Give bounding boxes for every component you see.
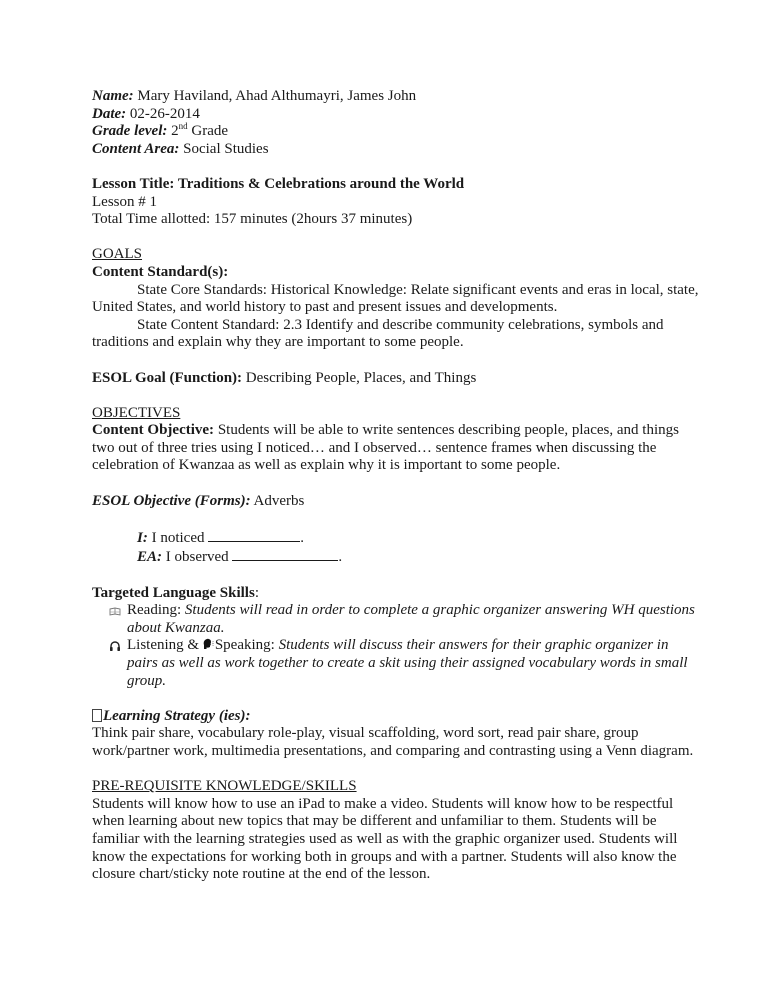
grade-label: Grade level:	[92, 123, 168, 140]
spacer	[92, 761, 702, 779]
content-standards-label: Content Standard(s):	[92, 263, 229, 280]
name-line	[92, 88, 702, 106]
frame-end: .	[338, 549, 343, 566]
content-objective	[92, 422, 702, 475]
skill-name: Reading:	[127, 602, 182, 619]
content-area-value: Social Studies	[179, 140, 269, 157]
targeted-skills-label: Targeted Language Skills	[92, 584, 255, 601]
frame-text: I observed	[162, 549, 233, 566]
frame-text: I noticed	[147, 529, 209, 546]
sentence-frame-ea	[92, 547, 702, 567]
frame-label: EA:	[137, 549, 163, 566]
date-value: 02-26-2014	[126, 105, 200, 122]
name-label: Name:	[92, 88, 134, 104]
checkbox-icon	[92, 709, 102, 722]
learning-strategy-text: Think pair share, vocabulary role-play, visual scaffolding, word sort, read pair share, group work/partner work, multimedia presentations, and comparing and contrasting using a Venn diagram.	[92, 725, 694, 759]
lesson-number: Lesson # 1	[92, 193, 157, 210]
skill-name: Listening &	[127, 637, 203, 654]
fill-in-blank	[208, 528, 300, 542]
targeted-skills-list	[92, 602, 702, 690]
content-area-label: Content Area:	[92, 140, 180, 157]
skill-item-reading	[127, 602, 702, 637]
speaking-head-icon	[203, 638, 214, 650]
spacer	[92, 567, 702, 585]
esol-objective-value: Adverbs	[250, 492, 305, 509]
lesson-title-line	[92, 176, 702, 194]
prerequisites-text: Students will know how to use an iPad to make a video. Students will know how to be respectful when learning about new topics that may be different and unfamiliar to them. Students will be familiar with the learning strategies used as well as with the graphic organizer used. Students will know the expectations for working both in groups and with a partner. Students will also know the closure chart/sticky note routine at the end of the lesson.	[92, 795, 678, 883]
fill-in-blank	[232, 547, 338, 561]
skill-item-listening-speaking	[127, 637, 702, 690]
learning-strategy-label-line	[92, 708, 702, 726]
targeted-skills-label-line	[92, 585, 702, 603]
spacer	[92, 229, 702, 247]
standard-core: State Core Standards: Historical Knowledge: Relate significant events and eras in local, state, United States, and world history to past and present issues and developments.	[92, 281, 699, 316]
lesson-title-label: Lesson Title:	[92, 175, 175, 192]
standard-content: State Content Standard: 2.3 Identify and describe community celebrations, symbols and traditions and explain why they are important to some people.	[92, 316, 664, 351]
spacer	[92, 387, 702, 405]
spacer	[92, 352, 702, 370]
lesson-title-value: Traditions & Celebrations around the World	[174, 175, 465, 192]
headphones-icon	[109, 640, 121, 652]
sentence-frame-i	[92, 528, 702, 548]
esol-goal-line	[92, 370, 702, 388]
esol-goal-value: Describing People, Places, and Things	[242, 369, 477, 386]
goals-heading: GOALS	[92, 246, 143, 263]
spacer	[92, 475, 702, 493]
content-objective-value: Students will be able to write sentences describing people, places, and things two out of three tries using I noticed… and I observed… sentence frames when discussing the celebration of Kwanzaa as well as explain why it is important to some people.	[92, 422, 679, 474]
esol-goal-label: ESOL Goal (Function):	[92, 369, 243, 386]
learning-strategy-label: Learning Strategy (ies):	[103, 707, 251, 724]
content-objective-label: Content Objective:	[92, 422, 215, 439]
frame-label: I:	[137, 529, 148, 546]
targeted-skills-colon: :	[254, 584, 259, 601]
objectives-heading: OBJECTIVES	[92, 404, 181, 421]
skill-description: Students will read in order to complete a graphic organizer answering WH questions about Kwanzaa.	[127, 602, 695, 636]
prerequisites-heading: PRE-REQUISITE KNOWLEDGE/SKILLS	[92, 778, 357, 795]
frame-end: .	[300, 529, 304, 546]
skill-name-2: Speaking:	[214, 637, 275, 654]
grade-suffix: nd	[178, 121, 188, 132]
spacer	[92, 510, 702, 528]
content-area-line	[92, 141, 702, 159]
spacer	[92, 690, 702, 708]
date-label: Date:	[92, 105, 127, 122]
book-icon	[109, 606, 121, 616]
grade-line	[92, 123, 702, 141]
grade-number: 2	[167, 123, 179, 140]
lesson-plan-document	[92, 88, 702, 884]
esol-objective-label: ESOL Objective (Forms):	[92, 492, 251, 509]
name-value: Mary Haviland, Ahad Althumayri, James John	[133, 88, 417, 104]
total-time: Total Time allotted: 157 minutes (2hours 37 minutes)	[92, 211, 413, 228]
spacer	[92, 158, 702, 176]
grade-word: Grade	[187, 123, 229, 140]
skill-description: Students will discuss their answers for their graphic organizer in pairs as well as work together to create a skit using their assigned vocabulary words in small group.	[127, 637, 688, 689]
esol-objective-line	[92, 493, 702, 511]
